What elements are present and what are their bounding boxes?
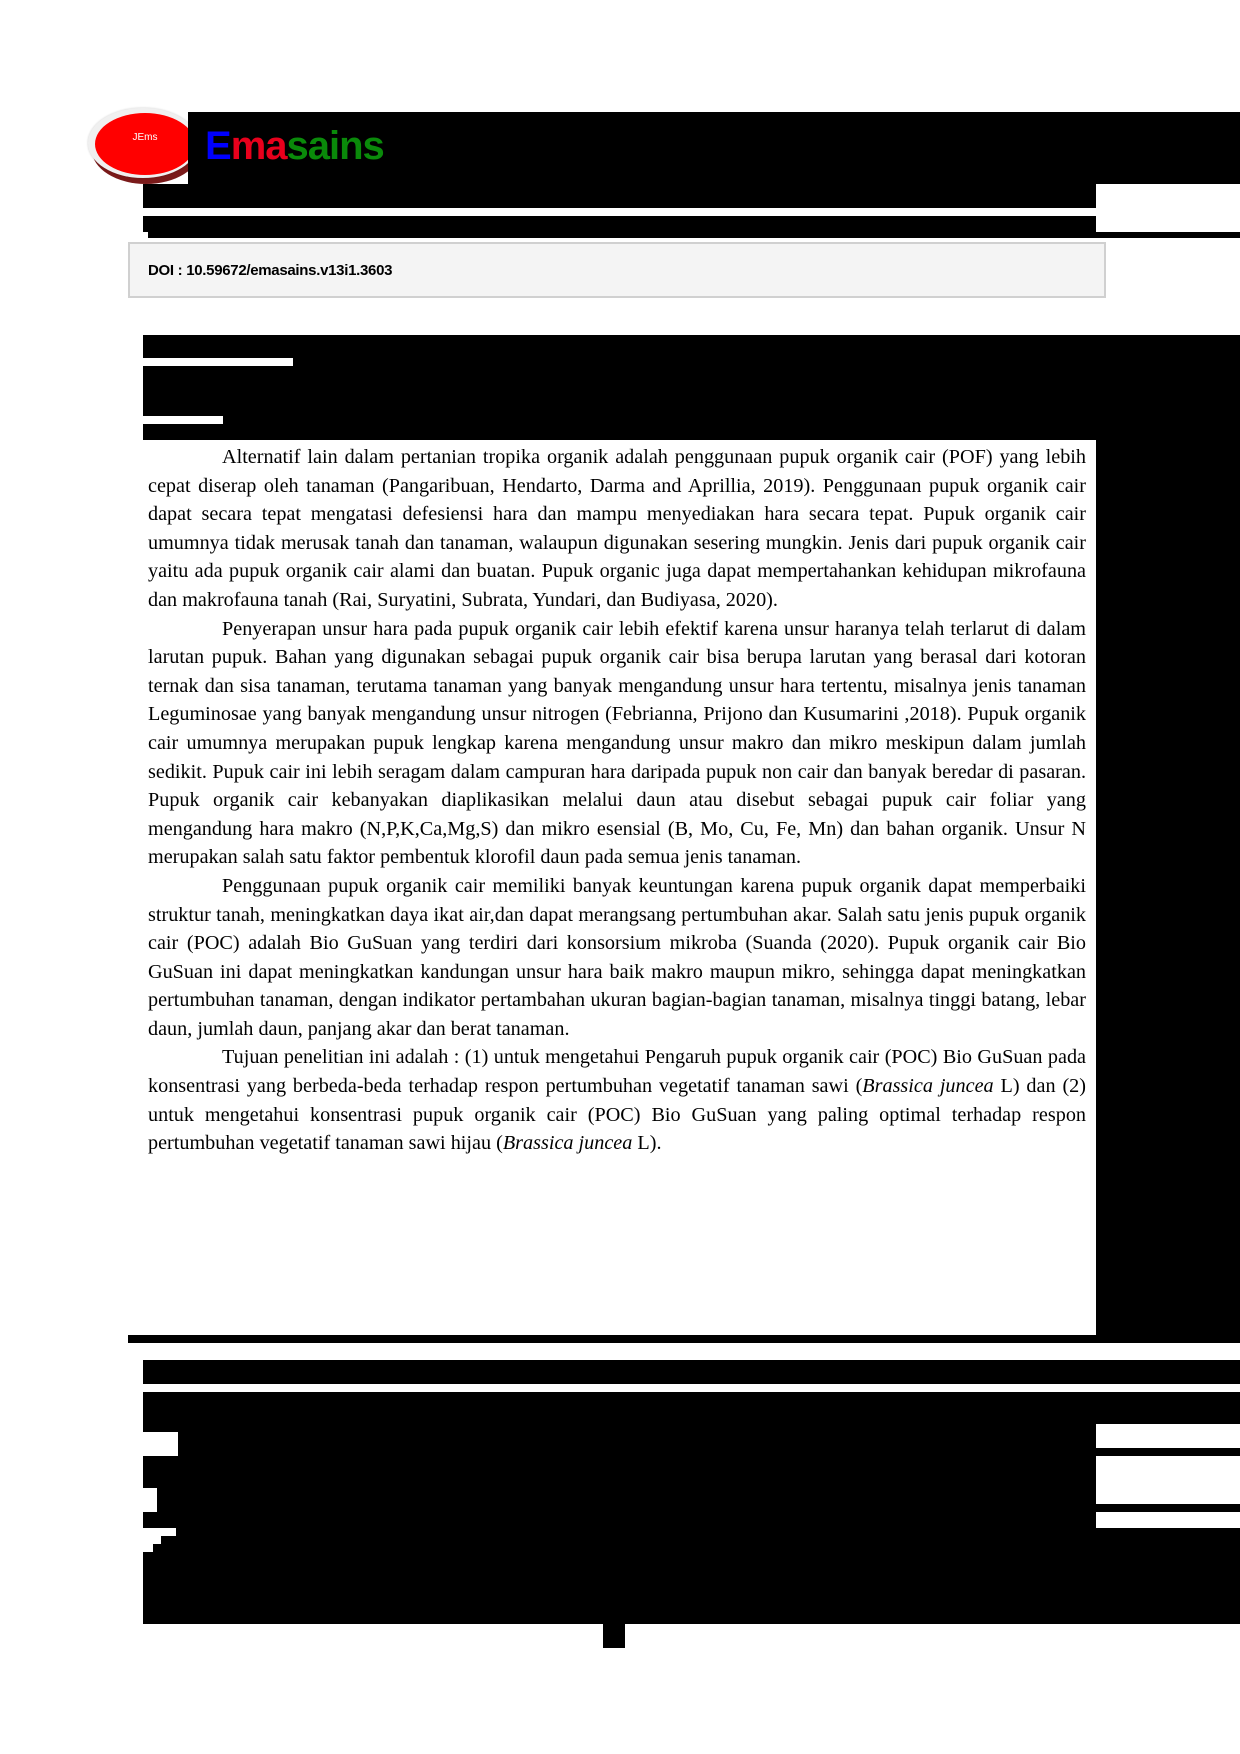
redaction-notch-1 bbox=[143, 358, 293, 366]
doi-box bbox=[128, 242, 1106, 298]
redaction-notch-2 bbox=[143, 416, 223, 424]
wordmark-part-e: E bbox=[205, 124, 231, 168]
paragraph-4 bbox=[148, 1043, 1086, 1157]
bottom-white-gap-3 bbox=[1096, 1480, 1240, 1504]
redacted-right-column bbox=[1096, 430, 1240, 1335]
bottom-left-notch-2 bbox=[143, 1488, 157, 1512]
redacted-partial-line bbox=[143, 424, 1240, 440]
bottom-white-gap-1 bbox=[1096, 1424, 1240, 1448]
bottom-left-notch-4 bbox=[143, 1528, 176, 1536]
paragraph-4-text-a: Tujuan penelitian ini adalah : (1) untuk mengetahui Pengaruh pupuk organik cair (POC) Bio GuSuan pada konsentrasi yang berbeda-beda terhadap respon pertumbuhan vegetatif tanaman sawi ( bbox=[148, 1046, 1086, 1098]
redacted-section-line bbox=[143, 366, 1240, 426]
wordmark-part-ma: ma bbox=[230, 124, 287, 168]
redacted-bottom-block bbox=[143, 1392, 1240, 1624]
bottom-left-notch-5 bbox=[143, 1536, 161, 1544]
redacted-title-tail bbox=[148, 230, 1240, 238]
doi-label: DOI : 10.59672/emasains.v13i1.3603 bbox=[148, 261, 393, 279]
redacted-section-heading bbox=[143, 1360, 1240, 1384]
bottom-white-gap-2 bbox=[1096, 1456, 1240, 1480]
article-body bbox=[148, 443, 1086, 1158]
redacted-page-number bbox=[603, 1624, 625, 1648]
species-name-italic: Brassica juncea bbox=[862, 1075, 994, 1098]
logo-badge bbox=[95, 113, 195, 175]
redacted-under-body bbox=[128, 1335, 1240, 1343]
wordmark-part-sains: sains bbox=[286, 124, 384, 168]
bottom-left-notch-1 bbox=[143, 1432, 178, 1456]
bottom-white-gap-4 bbox=[1096, 1512, 1240, 1528]
journal-wordmark bbox=[205, 124, 384, 168]
paragraph-1: Alternatif lain dalam pertanian tropika organik adalah penggunaan pupuk organik cair (POF) yang lebih cepat diserap oleh tanaman (Pangaribuan, Hendarto, Darma and Aprillia, 2019). Penggunaan pupuk organik cair dapat secara tepat mengatasi defesiensi hara dan mampu menyediakan hara secara tepat. Pupuk organik cair umumnya tidak merusak tanah dan tanaman, walaupun digunakan sesering mungkin. Jenis dari pupuk organik cair yaitu ada pupuk organik cair alami dan buatan. Pupuk organic juga dapat mempertahankan kehidupan mikrofauna dan makrofauna tanah (Rai, Suryatini, Subrata, Yundari, dan Budiyasa, 2020). bbox=[148, 446, 1086, 611]
paragraph-3: Penggunaan pupuk organik cair memiliki banyak keuntungan karena pupuk organik dapat memperbaiki struktur tanah, meningkatkan daya ikat air,dan dapat merangsang pertumbuhan akar. Salah satu jenis pupuk organik cair (POC) adalah Bio GuSuan yang terdiri dari konsorsium mikroba (Suanda (2020). Pupuk organik cair Bio GuSuan ini dapat meningkatkan kandungan unsur hara baik makro maupun mikro, sehingga dapat meningkatkan pertumbuhan tanaman, dengan indikator pertambahan ukuran bagian-bagian tanaman, misalnya tinggi batang, lebar daun, jumlah daun, panjang akar dan berat tanaman. bbox=[148, 874, 1086, 1040]
paragraph-4-text-b: L) dan (2) untuk mengetahui konsentrasi pupuk organik cair (POC) Bio GuSuan yang paling optimal terhadap respon pertumbuhan vegetatif tanaman sawi hijau ( bbox=[148, 1075, 1086, 1155]
paragraph-2: Penyerapan unsur hara pada pupuk organik cair lebih efektif karena unsur haranya telah terlarut di dalam larutan pupuk. Bahan yang digunakan sebagai pupuk organik cair bisa berupa larutan yang berasal dari kotoran ternak dan sisa tanaman, terutama tanaman yang banyak mengandung unsur hara tertentu, misalnya jenis tanaman Leguminosae yang banyak mengandung unsur nitrogen (Febrianna, Prijono dan Kusumarini ,2018). Pupuk organik cair umumnya merupakan pupuk lengkap karena mengandung unsur makro dan mikro meskipun dalam jumlah sedikit. Pupuk cair ini lebih seragam dalam campuran hara daripada pupuk non cair dan banyak beredar di pasaran. Pupuk organik cair kebanyakan diaplikasikan melalui daun atau disebut sebagai pupuk cair foliar yang mengandung hara makro (N,P,K,Ca,Mg,S) dan mikro esensial (B, Mo, Cu, Fe, Mn) dan bahan organik. Unsur N merupakan salah satu faktor pembentuk klorofil daun pada semua jenis tanaman. bbox=[148, 617, 1086, 869]
logo-badge-text: JEms bbox=[132, 131, 158, 143]
redacted-title-line-1 bbox=[143, 184, 1100, 208]
species-name-italic: Brassica juncea bbox=[502, 1132, 633, 1155]
header-white-gap bbox=[1096, 184, 1240, 232]
paragraph-4-text-c: L). bbox=[632, 1132, 662, 1155]
